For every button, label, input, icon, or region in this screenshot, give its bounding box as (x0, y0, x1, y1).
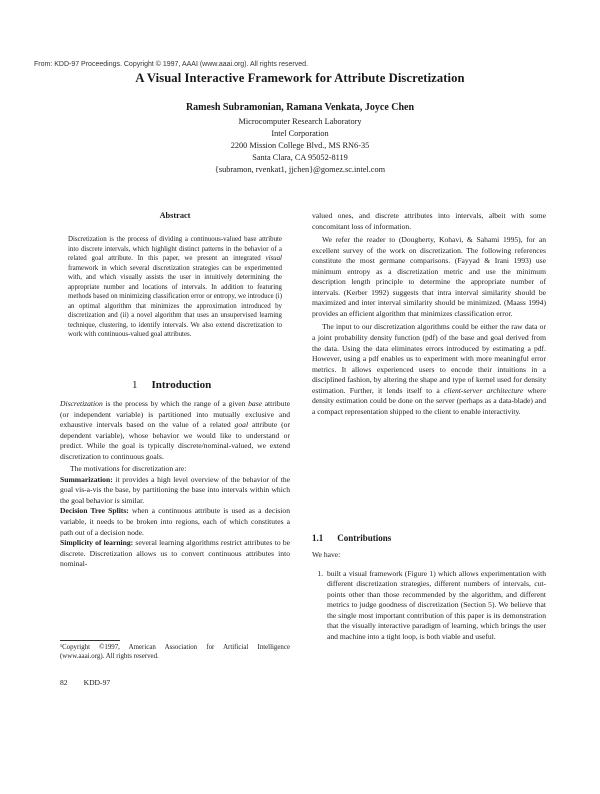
abstract-text-b: framework in which several discretization strategies can be experimented with, and which visually assists the user in intuitively determining the appropriate number and locations of intervals. In addition to featuring methods based on minimizing classification error or entropy, we introduce (i) an optimal algorithm that minimizes the approximation introduced by discretization and (ii) a novel algorithm that uses an unsupervised learning technique, clustering, to identify intervals. We also extend discretization to work with continuous-valued goal attributes. (68, 264, 282, 338)
subsection-heading-contributions (312, 533, 391, 543)
contribution-item: 1. built a visual framework (Figure 1) which allows experimentation with different discretization strategies, different numbers of intervals, cut-points other than those recommended by the algorithm, and different metrics to judge goodness of discretization (Section 5). We believe that the single most important contribution of this paper is its demonstration that the visually interactive paradigm of learning, which brings the user and machine into a tight loop, is both viable and useful. (325, 569, 546, 643)
intro-text-a: is the process by which the range of a given (105, 399, 246, 408)
section-heading-introduction (132, 379, 211, 391)
affiliation-lab: Microcomputer Research Laboratory (238, 117, 362, 126)
source-line: From: KDD-97 Proceedings. Copyright © 1997, AAAI (www.aaai.org). All rights reserved. (34, 61, 308, 68)
intro-text-c: attribute (or dependent variable), whose behavior we would like to understand or predict. While the goal is typically discrete/nominal-valued, we extend discretization to continuous goals. (60, 420, 290, 461)
motivation-decision-tree (60, 506, 290, 538)
input-paragraph (312, 322, 546, 417)
term-goal: goal (234, 420, 249, 430)
contributions-lead: We have: (312, 550, 341, 559)
motivation-summarization (60, 475, 290, 507)
paper-title: A Visual Interactive Framework for Attribute Discretization (135, 71, 465, 85)
affiliation-company: Intel Corporation (271, 129, 329, 138)
affiliation-city: Santa Clara, CA 95052-8119 (252, 153, 348, 162)
motivation-head: Simplicity of learning: (60, 538, 134, 548)
motivation-simplicity (60, 538, 290, 570)
abstract-body (68, 235, 282, 340)
motivation-head: Summarization: (60, 474, 113, 484)
page-footer (60, 678, 110, 687)
right-column-body (312, 211, 546, 417)
term-client-server: client-server architecture (444, 385, 524, 395)
contributions-list (312, 569, 546, 643)
subsection-number: 1.1 (312, 533, 324, 543)
motivation-body: it provides a high level overview of the behavior of the goal vis-a-vis the base, by partitioning the base into intervals within which the goal behavior is similar. (60, 474, 291, 505)
section-title: Introduction (151, 379, 212, 391)
left-column-body (60, 399, 290, 570)
conference-label: KDD-97 (83, 678, 111, 687)
intro-paragraph-1 (60, 399, 290, 462)
abstract-heading: Abstract (159, 211, 191, 220)
intro-text-b: attribute (or independent variable) is partitioned into mutually exclusive and exhaustive intervals based on the value of a related (60, 399, 290, 430)
section-number: 1 (132, 379, 138, 391)
authors: Ramesh Subramonian, Ramana Venkata, Joyce Chen (185, 102, 415, 113)
footnote-rule (60, 640, 120, 641)
input-text-b: where density estimation could be done on the server (perhaps as a data-blade) and a compact representation shipped to the client to enable interactivity. (312, 385, 547, 416)
related-work-paragraph: We refer the reader to (Dougherty, Kohavi, & Sahami 1995), for an excellent survey of the work on discretization. The following references constitute the most germane comparisons. (Fayyad & Irani 1993) use minimum entropy as a discretization metric and use the minimum description length principle to determine the appropriate number of intervals. (Kerber 1992) suggests that intra interval similarity should be maximized and inter interval similarity should be minimized. (Maass 1994) provides an efficient algorithm that minimizes classification error. (312, 235, 546, 318)
affiliation-block (0, 116, 600, 176)
affiliation-email: {subramon, rvenkat1, jjchen}@gomez.sc.intel.com (214, 165, 386, 174)
page-number: 82 (60, 678, 68, 687)
motivation-body: when a continuous attribute is used as a decision variable, it needs to be broken into regions, each of which constitutes a path out of a decision node. (60, 506, 291, 537)
affiliation-address: 2200 Mission College Blvd., MS RN6-35 (230, 141, 370, 150)
motivation-head: Decision Tree Splits: (60, 506, 129, 516)
subsection-title: Contributions (337, 533, 392, 543)
right-paragraph-0: valued ones, and discrete attributes into intervals, albeit with some concomitant loss of information. (312, 211, 546, 231)
term-discretization: Discretization (60, 399, 103, 408)
abstract-text-a: Discretization is the process of dividing a continuous-valued base attribute into discrete intervals, which highlight distinct patterns in the behavior of a related goal attribute. In this paper, we present an integrated (68, 236, 282, 262)
motivation-body: several learning algorithms restrict attributes to be discrete. Discretization allows us to convert continuous attributes into nominal- (60, 538, 290, 569)
input-text-a: The input to our discretization algorithms could be either the raw data or a joint probability density function (pdf) of the base and goal derived from the data. Using the data eliminates errors introduced by estimating a pdf. However, using a pdf enables us to experiment with more meaningful error metrics. It allows experienced users to encode their intuitions in a disciplined fashion, by altering the shape and type of kernel used for density estimation. Further, it lends itself to a (312, 322, 546, 395)
abstract-visual-word: visual (265, 255, 282, 262)
copyright-footnote: ¹Copyright ©1997, American Association for Artificial Intelligence (www.aaai.org). All rights reserved. (60, 644, 290, 660)
contributions-body (312, 550, 546, 642)
term-base: base (248, 399, 263, 408)
intro-paragraph-2: The motivations for discretization are: (70, 464, 187, 474)
